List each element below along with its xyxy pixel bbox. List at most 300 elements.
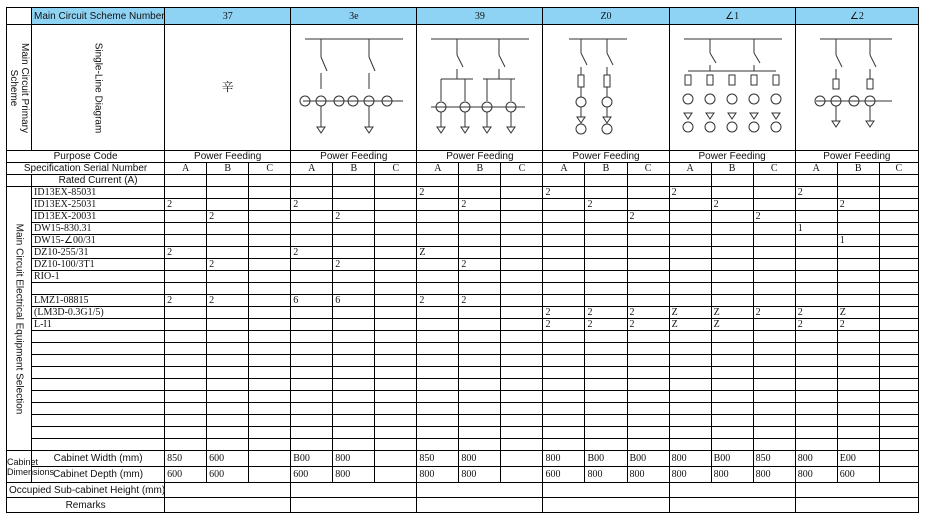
equipment-qty-cell bbox=[669, 247, 711, 259]
equipment-qty-cell bbox=[459, 331, 501, 343]
remarks-cell bbox=[291, 498, 417, 513]
equipment-qty-cell bbox=[669, 391, 711, 403]
equipment-qty-cell bbox=[837, 247, 879, 259]
equipment-qty-cell bbox=[417, 271, 459, 283]
cabinet-depth-cell: 800 bbox=[585, 467, 627, 483]
equipment-qty-cell bbox=[207, 223, 249, 235]
equipment-qty-cell bbox=[753, 283, 795, 295]
equipment-qty-cell bbox=[375, 199, 417, 211]
equipment-qty-cell bbox=[291, 259, 333, 271]
spec-serial-cell: C bbox=[753, 163, 795, 175]
equipment-qty-cell bbox=[879, 283, 918, 295]
equipment-qty-cell: 2 bbox=[291, 199, 333, 211]
equipment-qty-cell bbox=[753, 331, 795, 343]
equipment-qty-cell bbox=[543, 223, 585, 235]
equipment-qty-cell bbox=[585, 391, 627, 403]
equipment-qty-cell bbox=[417, 319, 459, 331]
equipment-qty-cell bbox=[249, 343, 291, 355]
equipment-qty-cell bbox=[711, 367, 753, 379]
diagram-37-glyph: 辛 bbox=[221, 79, 234, 94]
equipment-qty-cell bbox=[501, 343, 543, 355]
equipment-qty-cell bbox=[837, 271, 879, 283]
equipment-qty-cell bbox=[501, 391, 543, 403]
equipment-qty-cell bbox=[669, 415, 711, 427]
single-line-diagram-angle1 bbox=[670, 25, 796, 150]
cabinet-width-cell: B00 bbox=[585, 451, 627, 467]
remarks-cell bbox=[165, 498, 291, 513]
cabinet-depth-cell: 800 bbox=[417, 467, 459, 483]
equipment-qty-cell bbox=[417, 223, 459, 235]
equipment-qty-cell: 2 bbox=[333, 259, 375, 271]
equipment-qty-cell bbox=[249, 391, 291, 403]
occupied-height-cell bbox=[543, 483, 669, 498]
equipment-qty-cell bbox=[627, 403, 669, 415]
equipment-qty-cell bbox=[375, 379, 417, 391]
equipment-qty-cell bbox=[753, 403, 795, 415]
equipment-qty-cell bbox=[501, 223, 543, 235]
equipment-qty-cell bbox=[207, 199, 249, 211]
diagram-row bbox=[7, 25, 919, 151]
equipment-qty-cell bbox=[459, 187, 501, 199]
equipment-qty-cell: 2 bbox=[795, 319, 837, 331]
equipment-qty-cell: 2 bbox=[459, 295, 501, 307]
remarks-row bbox=[7, 498, 919, 513]
equipment-qty-cell bbox=[291, 307, 333, 319]
equipment-qty-cell bbox=[501, 235, 543, 247]
equipment-qty-cell bbox=[459, 355, 501, 367]
equipment-section-cell bbox=[7, 187, 32, 451]
equipment-qty-cell bbox=[291, 439, 333, 451]
occupied-height-row bbox=[7, 483, 919, 498]
equipment-qty-cell bbox=[249, 271, 291, 283]
equipment-name: DW15-∠00/31 bbox=[32, 235, 165, 247]
rated-current-cell bbox=[753, 175, 795, 187]
equipment-qty-cell bbox=[417, 331, 459, 343]
occupied-height-cell bbox=[291, 483, 417, 498]
purpose-code-value: Power Feeding bbox=[543, 151, 669, 163]
equipment-qty-cell bbox=[669, 259, 711, 271]
equipment-qty-cell bbox=[459, 403, 501, 415]
equipment-qty-cell bbox=[291, 223, 333, 235]
equipment-qty-cell bbox=[669, 343, 711, 355]
equipment-qty-cell bbox=[879, 343, 918, 355]
equipment-name bbox=[32, 439, 165, 451]
header-row bbox=[7, 8, 919, 25]
equipment-qty-cell bbox=[627, 355, 669, 367]
equipment-qty-cell bbox=[375, 319, 417, 331]
equipment-qty-cell bbox=[753, 319, 795, 331]
cabinet-depth-cell bbox=[501, 467, 543, 483]
equipment-qty-cell bbox=[837, 415, 879, 427]
equipment-qty-cell bbox=[249, 355, 291, 367]
equipment-qty-cell bbox=[501, 331, 543, 343]
equipment-qty-cell bbox=[753, 415, 795, 427]
cabinet-width-cell: 850 bbox=[165, 451, 207, 467]
diagram-39 bbox=[417, 25, 543, 151]
equipment-qty-cell bbox=[795, 283, 837, 295]
cabinet-depth-cell: 800 bbox=[753, 467, 795, 483]
rated-current-cell bbox=[417, 175, 459, 187]
equipment-qty-cell bbox=[207, 379, 249, 391]
occupied-height-cell bbox=[165, 483, 291, 498]
equipment-qty-cell bbox=[165, 259, 207, 271]
equipment-name: (LM3D-0.3G1/5) bbox=[32, 307, 165, 319]
equipment-qty-cell bbox=[795, 271, 837, 283]
cabinet-depth-cell: 800 bbox=[795, 467, 837, 483]
equipment-qty-cell bbox=[711, 271, 753, 283]
equipment-row bbox=[7, 199, 919, 211]
equipment-name: DZ10-100/3T1 bbox=[32, 259, 165, 271]
equipment-name: DW15-830.31 bbox=[32, 223, 165, 235]
equipment-qty-cell: 2 bbox=[795, 307, 837, 319]
diagram-angle2 bbox=[795, 25, 918, 151]
cabinet-depth-cell: 600 bbox=[291, 467, 333, 483]
equipment-qty-cell bbox=[879, 427, 918, 439]
equipment-qty-cell bbox=[585, 211, 627, 223]
equipment-qty-cell bbox=[585, 379, 627, 391]
equipment-qty-cell bbox=[627, 259, 669, 271]
equipment-row bbox=[7, 295, 919, 307]
equipment-qty-cell bbox=[249, 319, 291, 331]
cabinet-depth-cell: 800 bbox=[669, 467, 711, 483]
equipment-qty-cell bbox=[165, 403, 207, 415]
equipment-qty-cell bbox=[375, 235, 417, 247]
equipment-qty-cell bbox=[165, 427, 207, 439]
equipment-qty-cell bbox=[501, 355, 543, 367]
diagram-3e bbox=[291, 25, 417, 151]
equipment-qty-cell bbox=[585, 223, 627, 235]
equipment-qty-cell bbox=[375, 367, 417, 379]
equipment-name: L-I1 bbox=[32, 319, 165, 331]
equipment-qty-cell bbox=[627, 235, 669, 247]
spec-serial-cell: B bbox=[585, 163, 627, 175]
equipment-qty-cell bbox=[207, 415, 249, 427]
equipment-qty-cell bbox=[501, 283, 543, 295]
purpose-code-value: Power Feeding bbox=[795, 151, 918, 163]
scheme-number-angle1: ∠1 bbox=[669, 8, 795, 25]
cabinet-width-cell bbox=[879, 451, 918, 467]
scheme-number-3e: 3e bbox=[291, 8, 417, 25]
equipment-qty-cell bbox=[543, 295, 585, 307]
equipment-qty-cell bbox=[879, 439, 918, 451]
equipment-name bbox=[32, 379, 165, 391]
equipment-qty-cell bbox=[585, 187, 627, 199]
equipment-qty-cell bbox=[753, 355, 795, 367]
rated-current-cell bbox=[879, 175, 918, 187]
occupied-height-cell bbox=[795, 483, 918, 498]
equipment-qty-cell bbox=[669, 211, 711, 223]
equipment-qty-cell bbox=[711, 355, 753, 367]
equipment-name: ID13EX-20031 bbox=[32, 211, 165, 223]
equipment-qty-cell bbox=[753, 235, 795, 247]
equipment-qty-cell: 2 bbox=[711, 199, 753, 211]
equipment-qty-cell bbox=[627, 367, 669, 379]
equipment-qty-cell: 2 bbox=[459, 259, 501, 271]
equipment-qty-cell: 1 bbox=[795, 223, 837, 235]
equipment-qty-cell bbox=[417, 235, 459, 247]
equipment-qty-cell bbox=[291, 391, 333, 403]
rated-current-cell bbox=[207, 175, 249, 187]
equipment-qty-cell bbox=[207, 367, 249, 379]
equipment-qty-cell bbox=[165, 319, 207, 331]
equipment-qty-cell bbox=[837, 343, 879, 355]
spec-serial-cell: A bbox=[417, 163, 459, 175]
equipment-qty-cell bbox=[753, 187, 795, 199]
equipment-qty-cell bbox=[795, 427, 837, 439]
equipment-qty-cell bbox=[627, 187, 669, 199]
equipment-name: LMZ1-08815 bbox=[32, 295, 165, 307]
equipment-qty-cell bbox=[207, 187, 249, 199]
equipment-qty-cell bbox=[879, 235, 918, 247]
cabinet-width-cell: 800 bbox=[669, 451, 711, 467]
equipment-qty-cell bbox=[879, 403, 918, 415]
equipment-qty-cell bbox=[711, 295, 753, 307]
cabinet-depth-cell: 600 bbox=[165, 467, 207, 483]
equipment-name bbox=[32, 427, 165, 439]
equipment-qty-cell bbox=[543, 403, 585, 415]
equipment-qty-cell bbox=[795, 403, 837, 415]
equipment-qty-cell bbox=[333, 307, 375, 319]
cabinet-width-row bbox=[7, 451, 919, 467]
equipment-qty-cell bbox=[837, 391, 879, 403]
equipment-qty-cell bbox=[249, 403, 291, 415]
equipment-qty-cell bbox=[375, 355, 417, 367]
spec-serial-cell: A bbox=[669, 163, 711, 175]
equipment-qty-cell bbox=[879, 331, 918, 343]
equipment-qty-cell bbox=[711, 415, 753, 427]
rated-current-cell bbox=[795, 175, 837, 187]
spec-serial-cell: C bbox=[879, 163, 918, 175]
equipment-qty-cell bbox=[249, 307, 291, 319]
equipment-qty-cell bbox=[417, 259, 459, 271]
equipment-qty-cell bbox=[501, 211, 543, 223]
spec-serial-cell: B bbox=[207, 163, 249, 175]
equipment-qty-cell bbox=[795, 259, 837, 271]
equipment-name bbox=[32, 283, 165, 295]
purpose-code-value: Power Feeding bbox=[669, 151, 795, 163]
purpose-code-label: Purpose Code bbox=[7, 151, 165, 163]
cabinet-width-cell: 800 bbox=[333, 451, 375, 467]
equipment-qty-cell bbox=[333, 199, 375, 211]
equipment-qty-cell bbox=[459, 343, 501, 355]
equipment-qty-cell bbox=[501, 427, 543, 439]
equipment-qty-cell bbox=[459, 367, 501, 379]
scheme-number-z0: Z0 bbox=[543, 8, 669, 25]
cabinet-depth-cell bbox=[879, 467, 918, 483]
equipment-qty-cell bbox=[795, 331, 837, 343]
equipment-qty-cell bbox=[291, 235, 333, 247]
equipment-qty-cell bbox=[543, 367, 585, 379]
purpose-code-value: Power Feeding bbox=[291, 151, 417, 163]
equipment-qty-cell bbox=[627, 331, 669, 343]
equipment-qty-cell bbox=[249, 331, 291, 343]
equipment-qty-cell bbox=[207, 235, 249, 247]
cabinet-depth-cell bbox=[375, 467, 417, 483]
occupied-height-cell bbox=[669, 483, 795, 498]
equipment-qty-cell bbox=[879, 319, 918, 331]
equipment-qty-cell bbox=[417, 199, 459, 211]
equipment-qty-cell bbox=[627, 439, 669, 451]
equipment-qty-cell bbox=[585, 355, 627, 367]
equipment-row bbox=[7, 367, 919, 379]
equipment-qty-cell bbox=[375, 223, 417, 235]
equipment-qty-cell bbox=[417, 427, 459, 439]
cabinet-width-cell: 850 bbox=[753, 451, 795, 467]
equipment-section-label: Main Circuit Electrical Equipment Selection bbox=[13, 223, 25, 414]
spec-serial-cell: C bbox=[249, 163, 291, 175]
equipment-qty-cell bbox=[753, 379, 795, 391]
equipment-qty-cell bbox=[459, 379, 501, 391]
equipment-qty-cell bbox=[837, 427, 879, 439]
equipment-qty-cell bbox=[795, 415, 837, 427]
equipment-qty-cell bbox=[207, 307, 249, 319]
equipment-qty-cell bbox=[585, 343, 627, 355]
cabinet-width-cell bbox=[375, 451, 417, 467]
equipment-qty-cell bbox=[375, 403, 417, 415]
equipment-qty-cell bbox=[375, 307, 417, 319]
scheme-number-37: 37 bbox=[165, 8, 291, 25]
equipment-qty-cell bbox=[375, 283, 417, 295]
equipment-qty-cell bbox=[165, 391, 207, 403]
equipment-qty-cell: 2 bbox=[753, 211, 795, 223]
equipment-qty-cell bbox=[711, 211, 753, 223]
equipment-qty-cell: 2 bbox=[627, 211, 669, 223]
equipment-qty-cell bbox=[627, 295, 669, 307]
equipment-qty-cell bbox=[585, 439, 627, 451]
remarks-cell bbox=[795, 498, 918, 513]
cabinet-depth-cell: 800 bbox=[711, 467, 753, 483]
rated-current-cell bbox=[375, 175, 417, 187]
equipment-qty-cell bbox=[795, 247, 837, 259]
equipment-qty-cell bbox=[333, 355, 375, 367]
equipment-row bbox=[7, 343, 919, 355]
equipment-qty-cell bbox=[333, 247, 375, 259]
equipment-qty-cell: 2 bbox=[207, 295, 249, 307]
equipment-qty-cell bbox=[711, 379, 753, 391]
equipment-qty-cell bbox=[501, 379, 543, 391]
equipment-qty-cell bbox=[753, 271, 795, 283]
equipment-qty-cell bbox=[795, 367, 837, 379]
equipment-qty-cell bbox=[627, 415, 669, 427]
equipment-row bbox=[7, 211, 919, 223]
equipment-qty-cell bbox=[837, 187, 879, 199]
equipment-qty-cell bbox=[459, 235, 501, 247]
equipment-qty-cell bbox=[669, 235, 711, 247]
cabinet-depth-row bbox=[7, 467, 919, 483]
equipment-qty-cell: 2 bbox=[837, 319, 879, 331]
equipment-row bbox=[7, 379, 919, 391]
spec-serial-cell: C bbox=[627, 163, 669, 175]
spec-serial-cell: C bbox=[375, 163, 417, 175]
equipment-qty-cell bbox=[207, 355, 249, 367]
equipment-qty-cell bbox=[669, 223, 711, 235]
equipment-qty-cell bbox=[879, 223, 918, 235]
equipment-qty-cell bbox=[333, 223, 375, 235]
remarks-cell bbox=[417, 498, 543, 513]
equipment-row bbox=[7, 247, 919, 259]
equipment-qty-cell bbox=[291, 427, 333, 439]
equipment-qty-cell bbox=[879, 367, 918, 379]
equipment-qty-cell bbox=[207, 343, 249, 355]
equipment-qty-cell bbox=[249, 283, 291, 295]
single-line-diagram-39 bbox=[417, 25, 543, 150]
equipment-qty-cell bbox=[333, 379, 375, 391]
equipment-qty-cell bbox=[249, 211, 291, 223]
equipment-qty-cell bbox=[207, 391, 249, 403]
equipment-qty-cell bbox=[585, 235, 627, 247]
equipment-qty-cell bbox=[501, 247, 543, 259]
equipment-qty-cell bbox=[333, 343, 375, 355]
rated-current-cell bbox=[543, 175, 585, 187]
occupied-height-cell bbox=[417, 483, 543, 498]
spec-serial-cell: A bbox=[543, 163, 585, 175]
equipment-qty-cell bbox=[669, 427, 711, 439]
equipment-qty-cell bbox=[501, 271, 543, 283]
equipment-qty-cell: 2 bbox=[795, 187, 837, 199]
equipment-qty-cell bbox=[165, 343, 207, 355]
cabinet-width-cell: 850 bbox=[417, 451, 459, 467]
equipment-qty-cell bbox=[543, 331, 585, 343]
equipment-qty-cell bbox=[837, 331, 879, 343]
equipment-row bbox=[7, 187, 919, 199]
equipment-name: ID13EX-25031 bbox=[32, 199, 165, 211]
equipment-qty-cell bbox=[333, 415, 375, 427]
equipment-qty-cell bbox=[165, 379, 207, 391]
equipment-qty-cell: Z bbox=[417, 247, 459, 259]
equipment-row bbox=[7, 235, 919, 247]
equipment-qty-cell bbox=[249, 187, 291, 199]
rated-current-cell bbox=[501, 175, 543, 187]
primary-scheme-label-cell bbox=[7, 25, 32, 151]
equipment-qty-cell bbox=[711, 223, 753, 235]
cabinet-label: Cabinet Dimensions bbox=[7, 451, 32, 483]
equipment-qty-cell bbox=[417, 403, 459, 415]
equipment-qty-cell: 2 bbox=[627, 307, 669, 319]
equipment-qty-cell bbox=[291, 343, 333, 355]
equipment-qty-cell bbox=[333, 439, 375, 451]
equipment-qty-cell bbox=[627, 271, 669, 283]
single-line-diagram-angle2 bbox=[796, 25, 919, 150]
scheme-table bbox=[6, 7, 919, 513]
equipment-qty-cell bbox=[669, 283, 711, 295]
equipment-qty-cell bbox=[249, 427, 291, 439]
cabinet-depth-label: Cabinet Depth (mm) bbox=[32, 467, 165, 483]
single-line-label: Single-Line Diagram bbox=[92, 42, 104, 133]
equipment-row bbox=[7, 259, 919, 271]
equipment-qty-cell bbox=[711, 343, 753, 355]
equipment-qty-cell: 2 bbox=[669, 187, 711, 199]
single-line-diagram-3e bbox=[291, 25, 417, 150]
equipment-qty-cell bbox=[417, 415, 459, 427]
equipment-qty-cell bbox=[375, 211, 417, 223]
equipment-qty-cell: 6 bbox=[291, 295, 333, 307]
equipment-qty-cell bbox=[417, 367, 459, 379]
rated-current-cell bbox=[249, 175, 291, 187]
equipment-qty-cell bbox=[333, 271, 375, 283]
equipment-qty-cell bbox=[711, 187, 753, 199]
single-line-diagram-z0 bbox=[543, 25, 669, 150]
equipment-qty-cell bbox=[879, 259, 918, 271]
equipment-qty-cell: 2 bbox=[585, 319, 627, 331]
equipment-qty-cell bbox=[459, 307, 501, 319]
equipment-qty-cell bbox=[501, 367, 543, 379]
scheme-sheet bbox=[6, 7, 919, 513]
equipment-qty-cell bbox=[333, 391, 375, 403]
equipment-qty-cell: 2 bbox=[165, 247, 207, 259]
equipment-qty-cell bbox=[207, 439, 249, 451]
equipment-qty-cell bbox=[711, 235, 753, 247]
cabinet-depth-cell: 600 bbox=[207, 467, 249, 483]
